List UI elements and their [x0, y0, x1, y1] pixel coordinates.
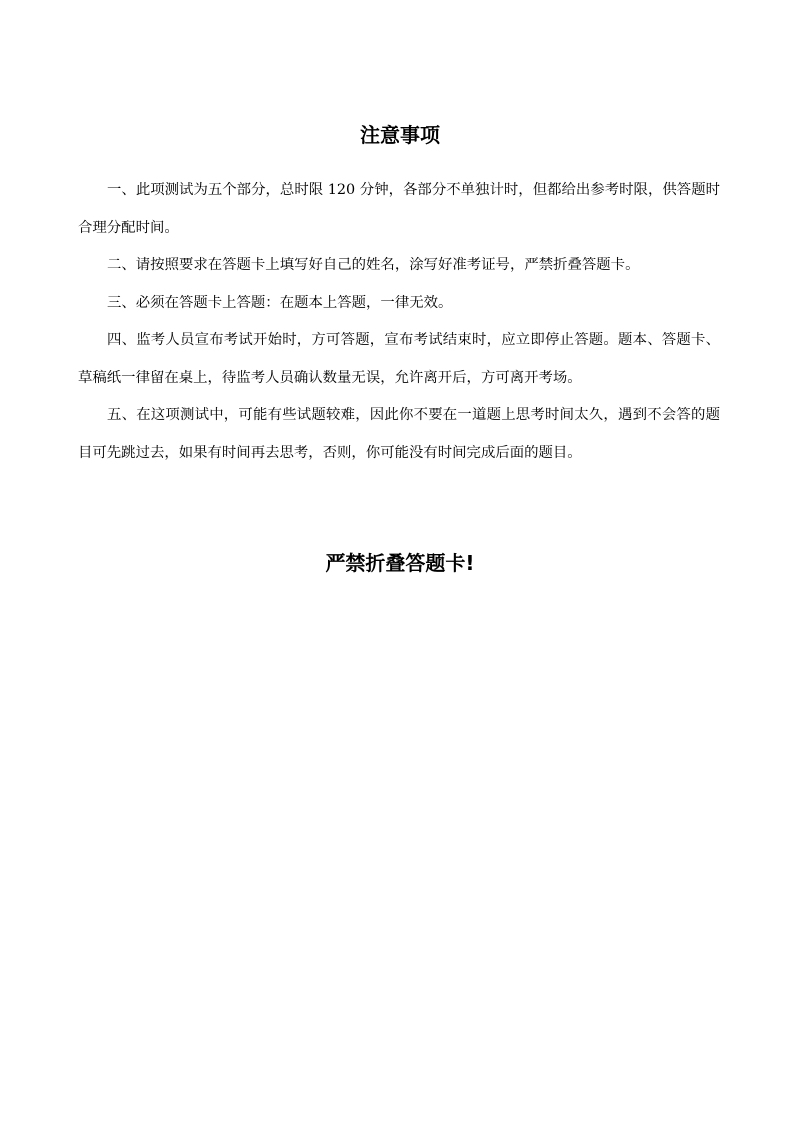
instructions-list: [78, 172, 720, 472]
warning-heading: 严禁折叠答题卡!: [325, 551, 475, 575]
instruction-item-3: 三、必须在答题卡上答题：在题本上答题，一律无效。: [107, 294, 453, 311]
instruction-item-1: 一、此项测试为五个部分，总时限 120 分钟，各部分不单独计时，但都给出参考时限，供答题时合理分配时间。: [78, 182, 720, 236]
instruction-item-5: 五、在这项测试中，可能有些试题较难，因此你不要在一道题上思考时间太久，遇到不会答的题目可先跳过去，如果有时间再去思考，否则，你可能没有时间完成后面的题目。: [78, 407, 720, 461]
page-title: 注意事项: [360, 123, 440, 147]
instruction-item-2: 二、请按照要求在答题卡上填写好自己的姓名，涂写好准考证号，严禁折叠答题卡。: [107, 257, 640, 273]
instruction-item-4: 四、监考人员宣布考试开始时，方可答题，宣布考试结束时，应立即停止答题。题本、答题卡、草稿纸一律留在桌上，待监考人员确认数量无误，允许离开后，方可离开考场。: [78, 332, 720, 386]
